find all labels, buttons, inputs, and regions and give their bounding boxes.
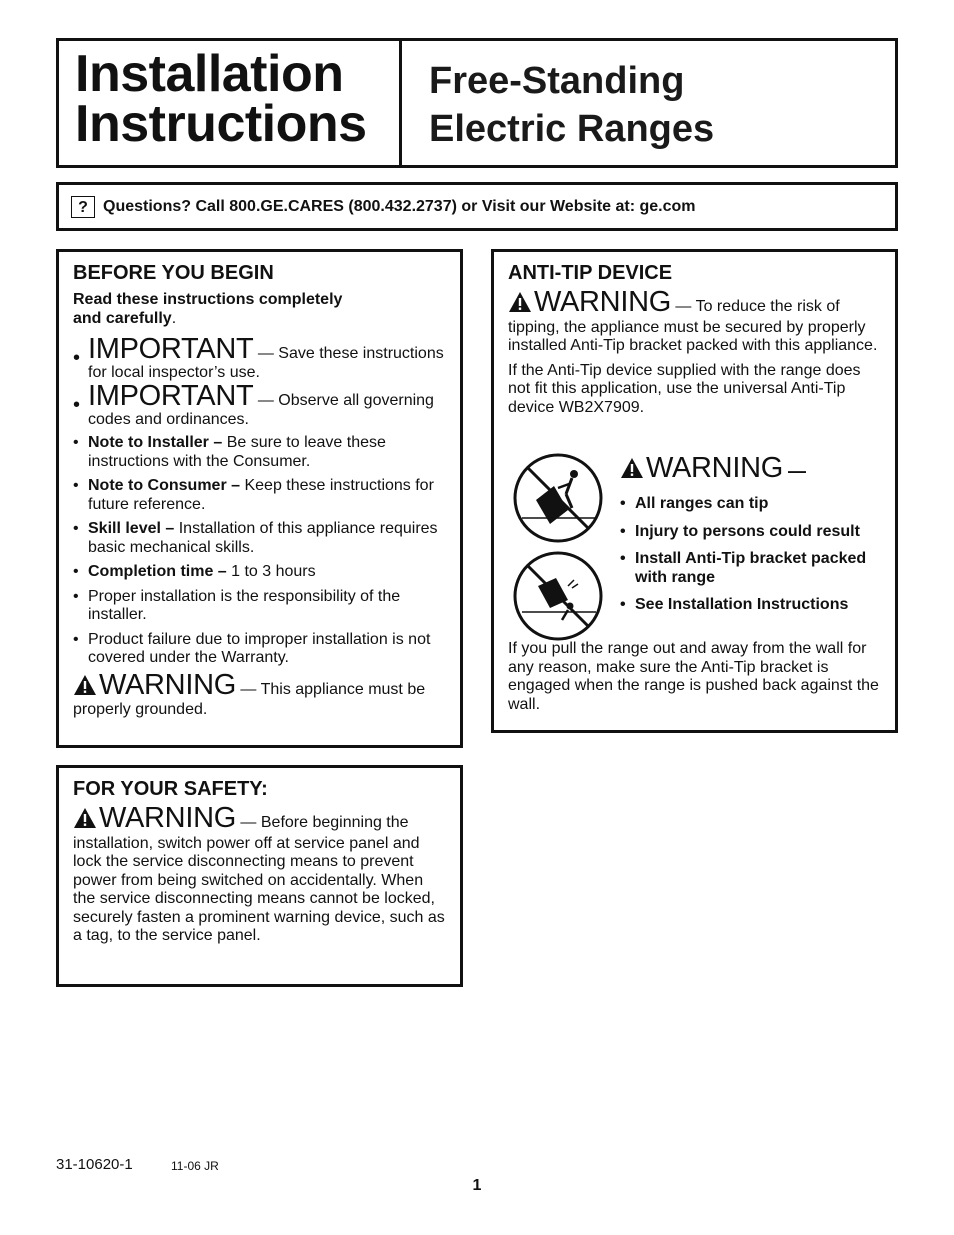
universal-device-text: If the Anti-Tip device supplied with the range does not fit this application, use the universal Anti-Tip device WB2X7909. — [508, 361, 861, 416]
questions-text: Questions? Call 800.GE.CARES (800.432.2737) or Visit our Website at: ge.com — [103, 198, 696, 215]
list-item: • Product failure due to improper installation is not covered under the Warranty. — [73, 630, 431, 666]
title-header — [56, 38, 898, 168]
grounding-warning — [73, 668, 446, 720]
intro-period: . — [171, 309, 177, 327]
warning-label: WARNING — [99, 802, 236, 834]
list-item: • Note to Consumer – Keep these instructions for future reference. — [73, 477, 434, 513]
intro-line-1: Read these instructions completely — [73, 291, 343, 308]
warning-triangle-icon — [73, 674, 97, 702]
important-item: • IMPORTANT — Observe all governing codes and ordinances. — [73, 380, 434, 428]
tip-over-person-icon — [512, 452, 604, 544]
warning-text: — To reduce the risk of tipping, the appliance must be secured by properly installed Anti-Tip bracket packed with this appliance. — [508, 298, 878, 354]
date-code: 11-06 JR — [171, 1159, 219, 1173]
warning-label: WARNING — [646, 452, 783, 484]
page-number: 1 — [472, 1177, 482, 1194]
section-heading: FOR YOUR SAFETY: — [73, 778, 268, 800]
question-icon: ? — [71, 196, 95, 218]
list-item: • Proper installation is the responsibility of the installer. — [73, 587, 401, 623]
warning-triangle-icon — [508, 291, 532, 319]
list-item: • See Installation Instructions — [620, 596, 849, 613]
warning-label: WARNING — [534, 286, 671, 318]
for-your-safety-section — [56, 765, 463, 987]
questions-bar — [56, 182, 898, 231]
important-text: — Save these instructions for local inspector’s use. — [88, 345, 444, 381]
product-line-1: Free-Standing — [429, 60, 685, 102]
document-number: 31-10620-1 — [56, 1156, 133, 1173]
list-item: • All ranges can tip — [620, 495, 769, 512]
list-item: • Completion time – 1 to 3 hours — [73, 563, 316, 580]
intro-text — [73, 291, 446, 328]
title-line-2: Instructions — [75, 95, 367, 153]
header-divider — [399, 41, 402, 165]
warning-label: WARNING — [99, 668, 236, 701]
intro-line-2: and carefully — [73, 309, 172, 327]
warning-text: — Before beginning the installation, switch power off at service panel and lock the service disconnecting means to prevent power from being switched on accidentally. When the service disconnecting means cannot be locked, securely fasten a prominent warning device, such as a tag, to the service panel. — [73, 814, 445, 944]
list-item: • Injury to persons could result — [620, 522, 860, 540]
warning-triangle-icon — [73, 807, 97, 835]
important-item: • IMPORTANT — Save these instructions for local inspector’s use. — [73, 333, 444, 381]
section-heading: ANTI-TIP DEVICE — [508, 262, 673, 284]
list-item: • Install Anti-Tip bracket packed with range — [620, 550, 867, 586]
tip-warning-heading — [620, 452, 890, 485]
warning-text: — This appliance must be properly grounded. — [73, 680, 426, 718]
power-warning — [73, 802, 446, 946]
tip-warning-list — [620, 452, 890, 624]
document-title — [75, 45, 367, 153]
title-line-1: Installation — [75, 45, 344, 103]
list-item: • Skill level – Installation of this appliance requires basic mechanical skills. — [73, 520, 438, 556]
anti-tip-device-section — [491, 249, 898, 733]
important-text: — Observe all governing codes and ordinances. — [88, 392, 434, 428]
tip-pictograms — [512, 452, 604, 648]
warning-dash: — — [782, 461, 806, 481]
bracket-engaged-text: If you pull the range out and away from the wall for any reason, make sure the Anti-Tip bracket is engaged when the range is pushed back against the wall. — [508, 640, 879, 713]
warning-triangle-icon — [620, 457, 644, 484]
anti-tip-warning — [508, 286, 881, 356]
important-label: IMPORTANT — [88, 380, 254, 412]
section-heading: BEFORE YOU BEGIN — [73, 262, 274, 284]
product-line-2: Electric Ranges — [429, 108, 715, 150]
important-label: IMPORTANT — [88, 333, 254, 365]
before-you-begin-section — [56, 249, 463, 748]
list-item: • Note to Installer – Be sure to leave these instructions with the Consumer. — [73, 434, 386, 470]
product-title — [429, 57, 714, 153]
tip-over-child-icon — [512, 550, 604, 642]
